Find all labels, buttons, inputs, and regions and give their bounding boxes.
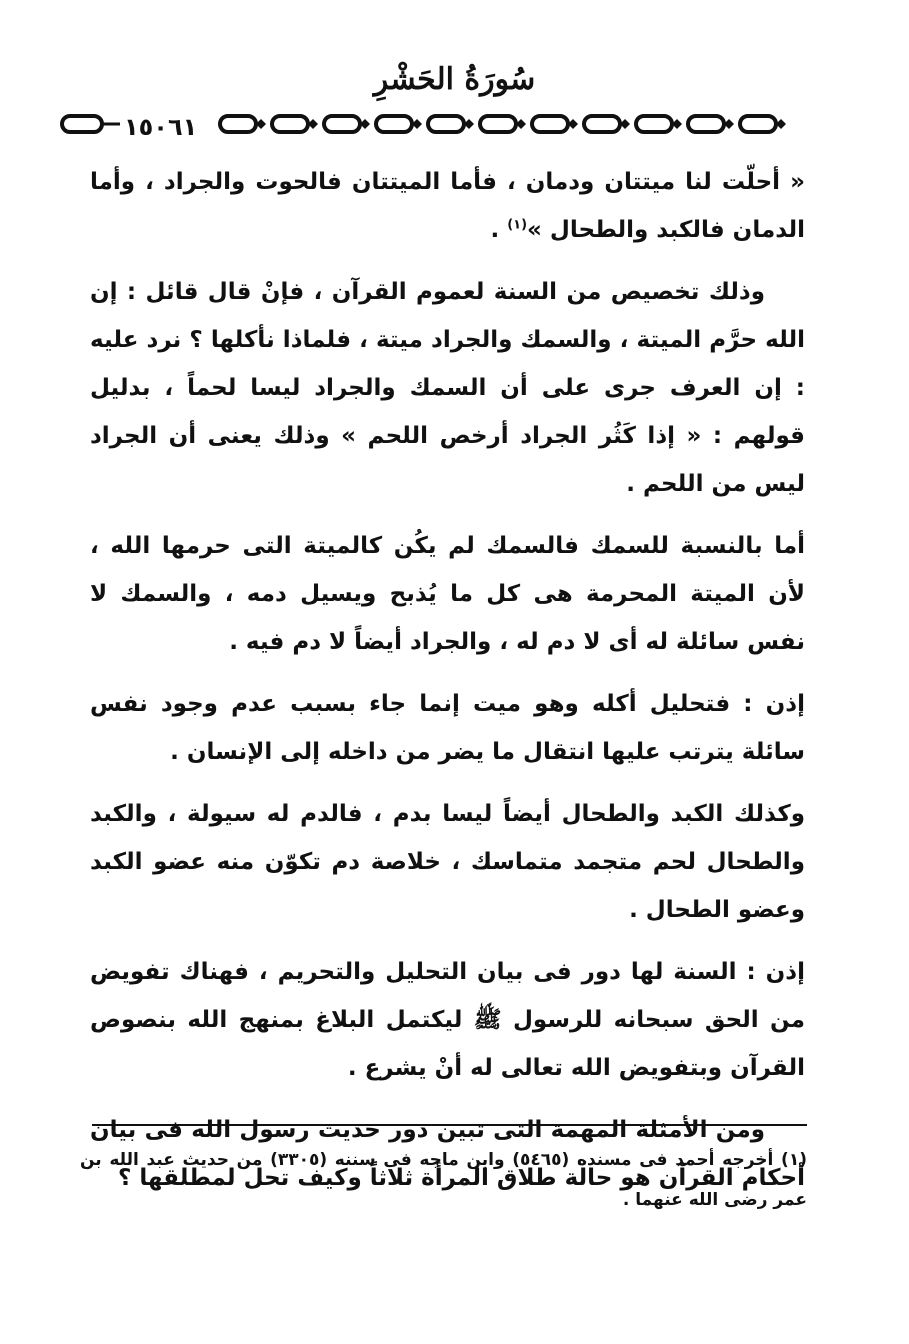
chain-link-icon [376, 116, 412, 132]
diamond-icon [672, 119, 682, 129]
diamond-icon [256, 119, 266, 129]
page-body [90, 158, 805, 1216]
paragraph-2: وذلك تخصيص من السنة لعموم القرآن ، فإنْ قال قائل : إن الله حرَّم الميتة ، والسمك والجراد ميتة ، فلماذا نأكلها ؟ نرد عليه : إن العرف جرى على أن السمك والجراد ليسا لحماً ، بدليل قولهم : « إذا كَثُر الجراد أرخص اللحم » وذلك يعنى أن الجراد ليس من اللحم . [90, 279, 805, 497]
footnote-ref[interactable]: (١) [507, 217, 528, 233]
paragraph-5: وكذلك الكبد والطحال أيضاً ليسا بدم ، فالدم له سيولة ، والكبد والطحال لحم متجمد متماسك ، خلاصة دم تكوّن منه عضو الكبد وعضو الطحال . [90, 801, 805, 923]
diamond-icon [412, 119, 422, 129]
paragraph-7: ومن الأمثلة المهمة التى تبين دور حديث رسول الله فى بيان أحكام القرآن هو حالة طلاق المرأة ثلاثاً وكيف تحل لمطلقها ؟ [90, 1117, 805, 1191]
diamond-icon [516, 119, 526, 129]
chain-link-icon [584, 116, 620, 132]
diamond-icon [464, 119, 474, 129]
diamond-icon [308, 119, 318, 129]
diamond-icon [360, 119, 370, 129]
surah-title: سُورَةُ الحَشْرِ [373, 62, 536, 97]
diamond-icon [776, 119, 786, 129]
chain-link-icon [740, 116, 776, 132]
chain-link-icon [532, 116, 568, 132]
paragraph-1: « أحلّت لنا ميتتان ودمان ، فأما الميتتان فالحوت والجراد ، وأما الدمان فالكبد والطحال »$^{(١)}$ . [90, 169, 805, 243]
page-number: ١٥٠٦١ [120, 113, 201, 141]
diamond-icon [568, 119, 578, 129]
chain-link-icon [62, 116, 102, 132]
chain-link-icon [428, 116, 464, 132]
chain-link-icon [324, 116, 360, 132]
paragraph-4: إذن : فتحليل أكله وهو ميت إنما جاء بسبب عدم وجود نفس سائلة يترتب عليها انتقال ما يضر من داخله إلى الإنسان . [90, 691, 805, 765]
chain-link-icon [636, 116, 672, 132]
chain-link-icon [688, 116, 724, 132]
chain-link-icon [480, 116, 516, 132]
footnote: (١) أخرجه أحمد فى مسنده (٥٤٦٥) وابن ماجه فى سننه (٣٣٠٥) من حديث عبد الله بن عمر رضى الله عنهما . [80, 1150, 807, 1210]
chain-link-icon [272, 116, 308, 132]
diamond-icon [724, 119, 734, 129]
paragraph-6: إذن : السنة لها دور فى بيان التحليل والتحريم ، فهناك تفويض من الحق سبحانه للرسول ﷺ ليكتمل البلاغ بمنهج الله بنصوص القرآن وبتفويض الله تعالى له أنْ يشرع . [90, 959, 805, 1081]
footnote-divider [92, 1124, 807, 1126]
chain-link-icon [220, 116, 256, 132]
diamond-icon [620, 119, 630, 129]
paragraph-3: أما بالنسبة للسمك فالسمك لم يكُن كالميتة التى حرمها الله ، لأن الميتة المحرمة هى كل ما يُذبح ويسيل دمه ، والسمك لا نفس سائلة له أى لا دم له ، والجراد أيضاً لا دم فيه . [90, 533, 805, 655]
